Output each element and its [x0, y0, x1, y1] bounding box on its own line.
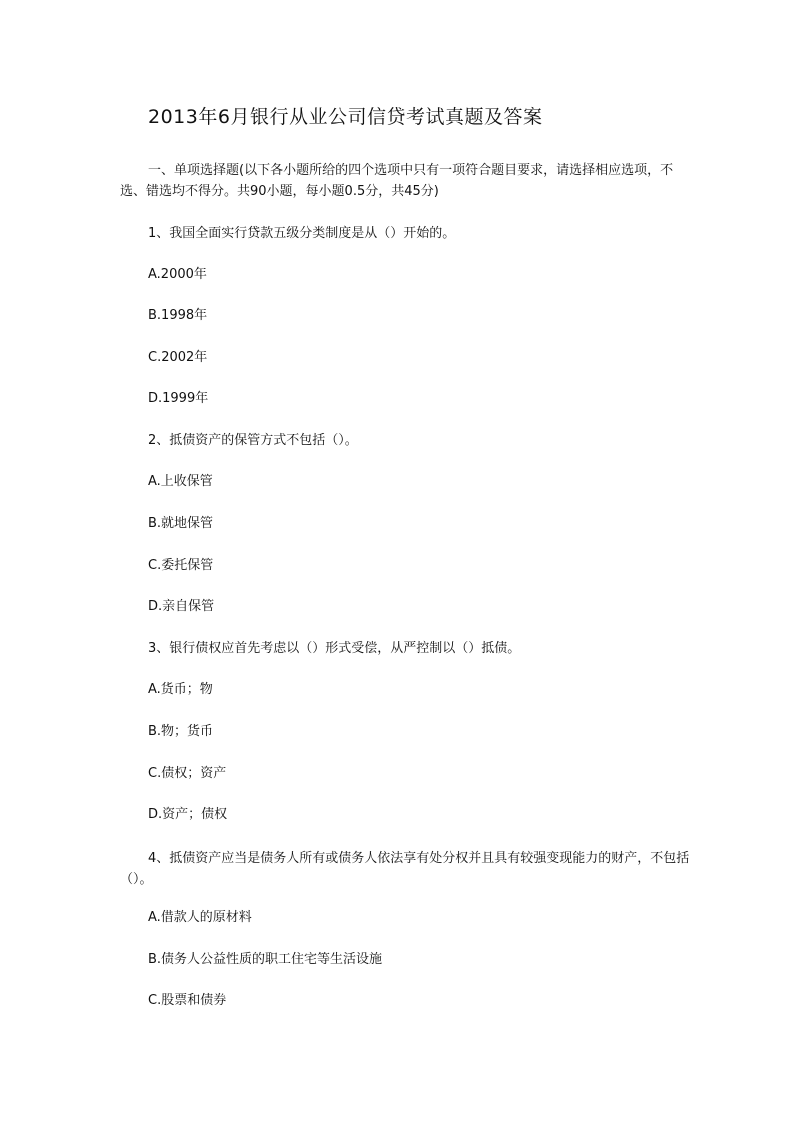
question-2-option-b: B.就地保管: [148, 516, 214, 531]
question-2-option-a: A.上收保管: [148, 474, 213, 489]
question-3-stem: 3、银行债权应首先考虑以（）形式受偿，从严控制以（）抵债。: [148, 641, 521, 656]
question-3-option-b: B.物；货币: [148, 724, 214, 739]
question-1-option-a: A.2000年: [148, 267, 207, 282]
question-3-option-a: A.货币；物: [148, 682, 213, 697]
document-title: 2013年6月银行从业公司信贷考试真题及答案: [148, 106, 543, 128]
question-4-stem: 4、抵债资产应当是债务人所有或债务人依法享有处分权并且具有较强变现能力的财产，不包括（）。: [120, 851, 690, 887]
question-2-stem: 2、抵债资产的保管方式不包括（）。: [148, 433, 358, 448]
question-4-option-c: C.股票和债券: [148, 993, 227, 1008]
question-2-option-c: C.委托保管: [148, 558, 214, 573]
question-3-option-d: D.资产；债权: [148, 807, 228, 822]
question-1-option-b: B.1998年: [148, 308, 208, 323]
question-2-option-d: D.亲自保管: [148, 599, 215, 614]
question-4-option-b: B.债务人公益性质的职工住宅等生活设施: [148, 952, 383, 967]
section-intro: 一、单项选择题(以下各小题所给的四个选项中只有一项符合题目要求，请选择相应选项，不选、错选均不得分。共90小题，每小题0.5分，共45分): [120, 163, 674, 199]
question-1-stem: 1、我国全面实行贷款五级分类制度是从（）开始的。: [148, 226, 456, 241]
question-3-option-c: C.债权；资产: [148, 766, 227, 781]
question-4-option-a: A.借款人的原材料: [148, 910, 252, 925]
question-1-option-c: C.2002年: [148, 350, 208, 365]
question-1-option-d: D.1999年: [148, 391, 209, 406]
